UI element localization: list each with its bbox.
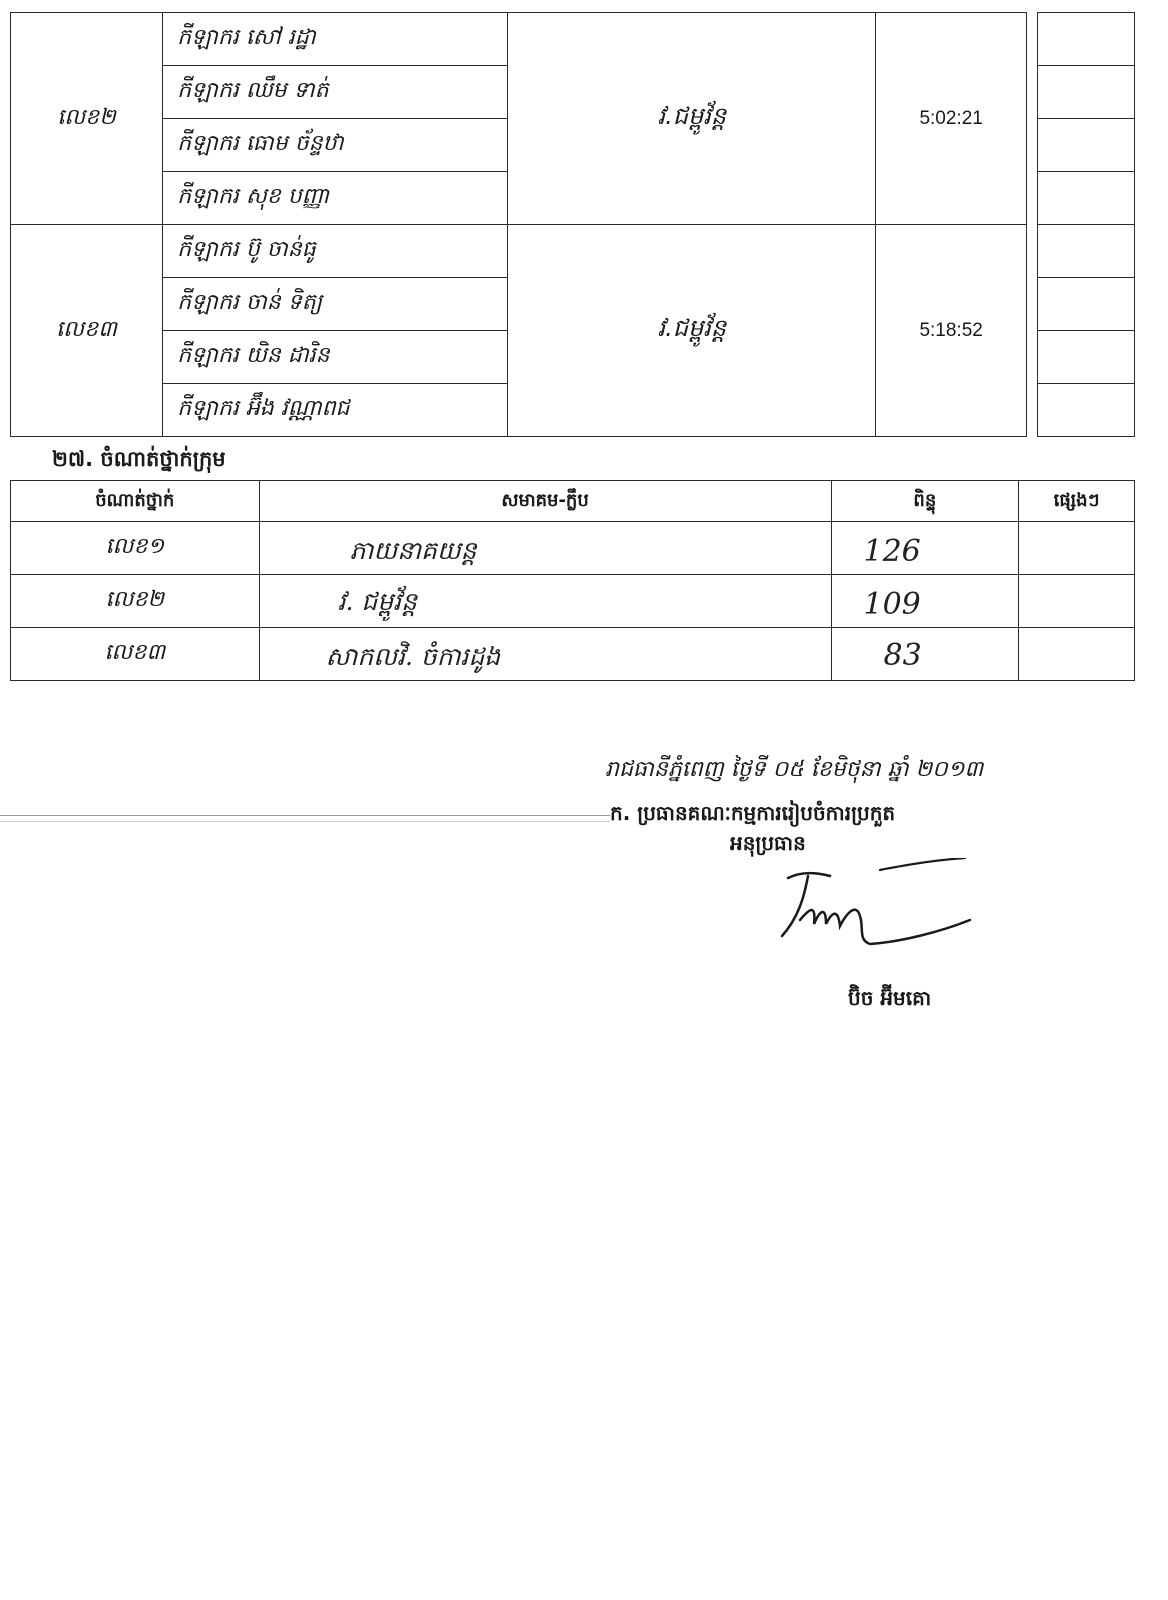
section-title: ២៧. ចំណាត់ថ្នាក់ក្រុម [52, 447, 226, 471]
spacer-cell [1027, 384, 1038, 437]
athlete-cell: កីឡាករ ប៊ូ ចាន់ធូ [163, 225, 508, 278]
spacer-cell [1027, 119, 1038, 172]
header-club: សមាគម-ក្លឹប [259, 481, 831, 522]
club-handwritten: សាកលវិ. ចំការដូង [325, 642, 501, 671]
notes-cell [1038, 13, 1135, 66]
row-rank: លេខ២ [11, 575, 260, 628]
other-cell [1019, 628, 1135, 681]
spacer-cell [1027, 225, 1038, 278]
spacer-cell [1027, 172, 1038, 225]
rank-cell: លេខ៣ [11, 225, 163, 437]
athlete-cell: កីឡាករ សុខ បញ្ញា [163, 172, 508, 225]
header-rank: ចំណាត់ថ្នាក់ [11, 481, 260, 522]
notes-cell [1038, 172, 1135, 225]
table-row [11, 225, 1135, 278]
header-row [11, 481, 1135, 522]
table-row [11, 628, 1135, 681]
other-cell [1019, 575, 1135, 628]
athlete-cell: កីឡាករ ចាន់ ទិត្យ [163, 278, 508, 331]
notes-cell [1038, 225, 1135, 278]
footer-date: រាជធានីភ្នំពេញ ថ្ងៃទី ០៥ ខែមិថុនា ឆ្នាំ ២០១៣ [605, 757, 984, 782]
notes-cell [1038, 384, 1135, 437]
athlete-cell: កីឡាករ ធោម ច័ន្ទឋា [163, 119, 508, 172]
club-handwritten: វ. ជម្ពូវ័ន្ត [337, 587, 417, 616]
spacer-cell [1027, 13, 1038, 66]
club-handwritten: ភាយនាគយន្ត [349, 536, 477, 565]
table-row [11, 522, 1135, 575]
group-ranking-table [10, 480, 1135, 681]
divider [0, 815, 610, 816]
divider [0, 821, 610, 822]
team-cell: វ.ជម្ពូវ័ន្ត [508, 225, 876, 437]
notes-cell [1038, 331, 1135, 384]
notes-cell [1038, 119, 1135, 172]
notes-cell [1038, 66, 1135, 119]
time-cell: 5:02:21 [876, 13, 1027, 225]
score-handwritten: 83 [883, 638, 922, 673]
results-table [10, 12, 1135, 437]
athlete-cell: កីឡាករ សៅ រដ្ឋា [163, 13, 508, 66]
spacer-cell [1027, 331, 1038, 384]
rank-cell: លេខ២ [11, 13, 163, 225]
athlete-cell: កីឡាករ យិន ដារិន [163, 331, 508, 384]
time-cell: 5:18:52 [876, 225, 1027, 437]
row-rank: លេខ១ [11, 522, 260, 575]
athlete-cell: កីឡាករ អ៊ឹង វណ្ណាពជ [163, 384, 508, 437]
row-rank: លេខ៣ [11, 628, 260, 681]
spacer-cell [1027, 278, 1038, 331]
score-handwritten: 126 [863, 534, 921, 569]
header-score: ពិន្ទុ [831, 481, 1019, 522]
spacer-cell [1027, 66, 1038, 119]
footer-office: ក. ប្រធានគណៈកម្មការរៀបចំការប្រកួត [610, 801, 896, 825]
signature-image [760, 858, 990, 958]
table-row [11, 575, 1135, 628]
other-cell [1019, 522, 1135, 575]
notes-cell [1038, 278, 1135, 331]
signer-name: ប៊ិច អ៊ីមគោ [848, 986, 932, 1010]
team-cell: វ.ជម្ពូវ័ន្ត [508, 13, 876, 225]
footer-for: អនុប្រធាន [730, 831, 806, 855]
score-handwritten: 109 [863, 587, 921, 622]
athlete-cell: កីឡាករ ឈឹម ទាត់ [163, 66, 508, 119]
header-other: ផ្សេងៗ [1019, 481, 1135, 522]
table-row [11, 13, 1135, 66]
